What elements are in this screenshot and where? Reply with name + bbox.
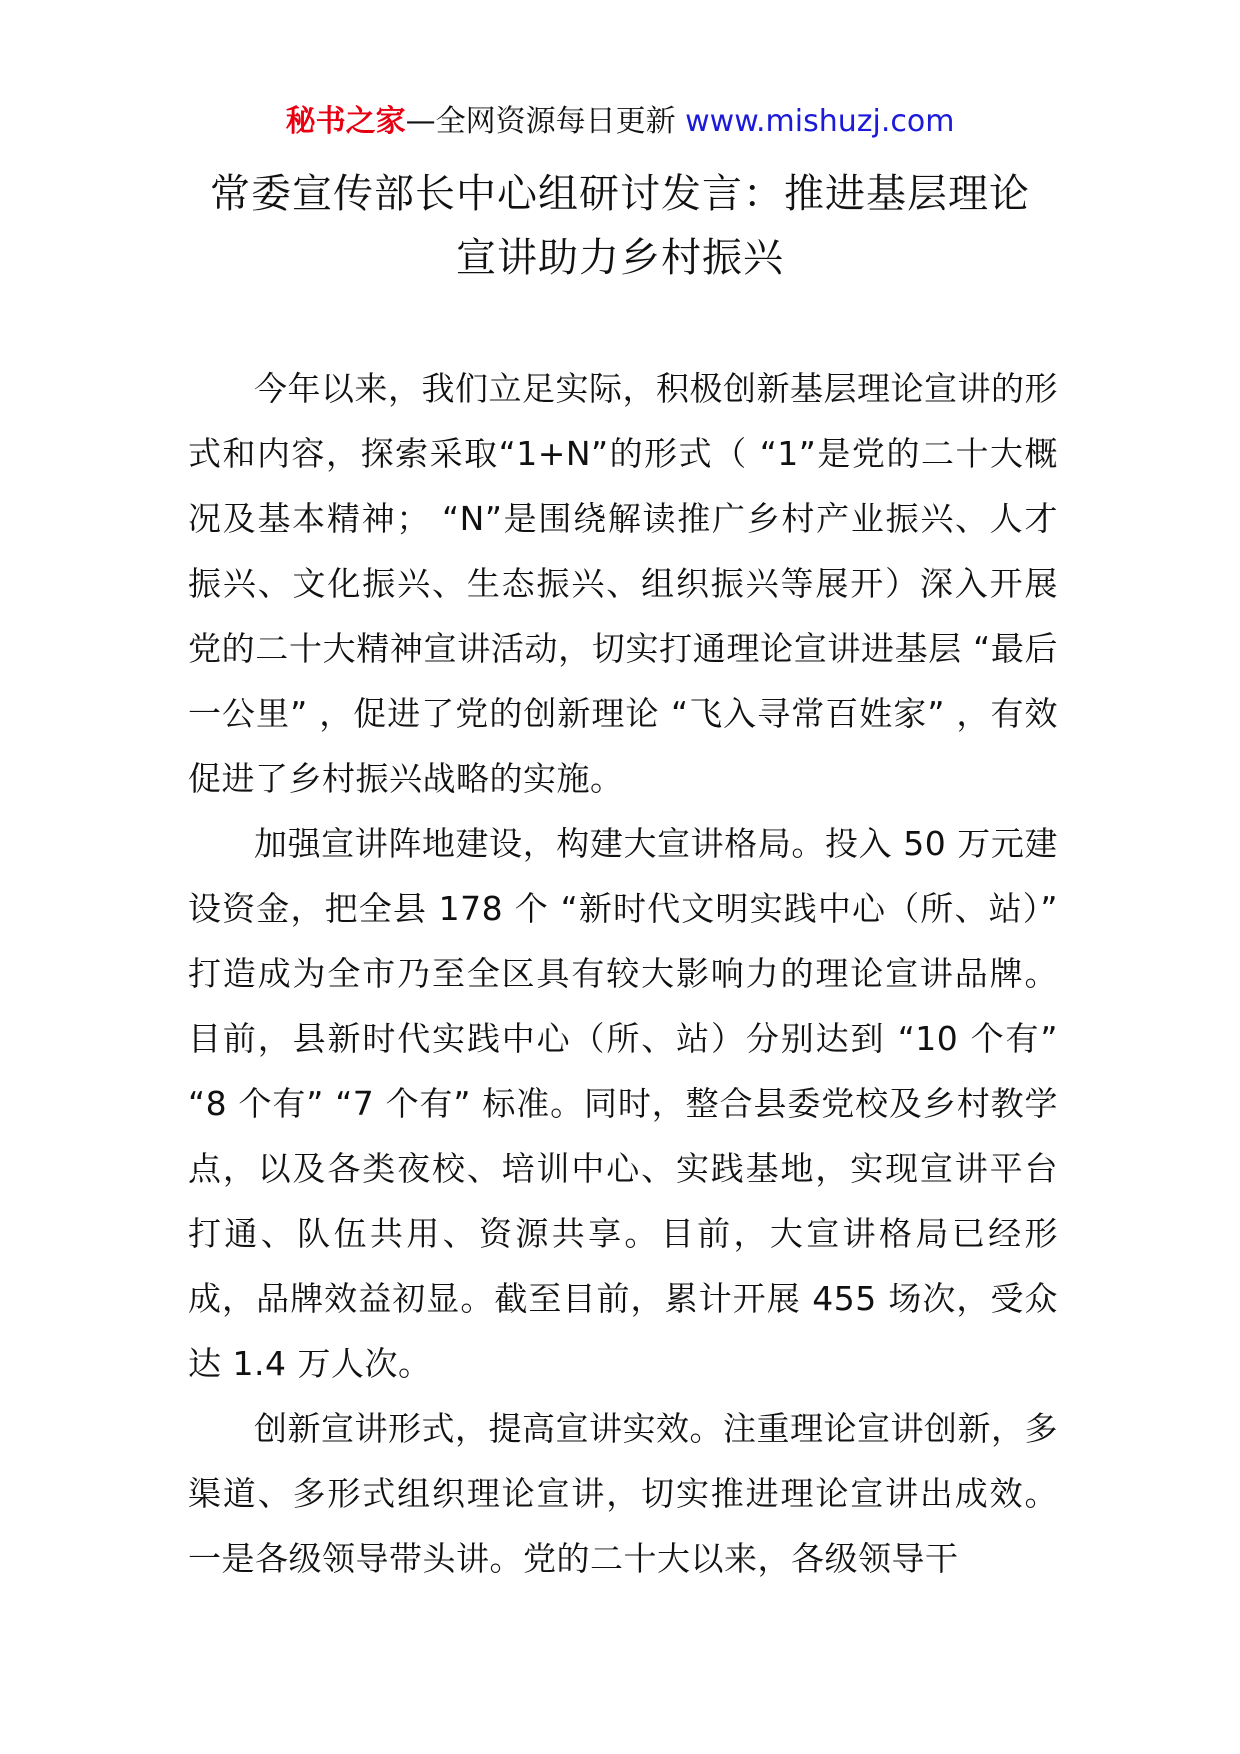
document-title xyxy=(150,162,1090,290)
document-title-line-2: 宣讲助力乡村振兴 xyxy=(456,235,784,281)
body-paragraph-2: 加强宣讲阵地建设，构建大宣讲格局。投入 50 万元建设资金，把全县 178 个 “新时代文明实践中心（所、站）” 打造成为全市乃至全区具有较大影响力的理论宣讲品牌。目前，县新时代实践中心（所、站）分别达到 “10 个有” “8 个有” “7 个有” 标准。同时，整合县委党校及乡村教学点，以及各类夜校、培训中心、实践基地，实现宣讲平台打通、队伍共用、资源共享。目前，大宣讲格局已经形成，品牌效益初显。截至目前，累计开展 455 场次，受众达 1.4 万人次。 xyxy=(188,824,1058,1383)
document-title-line-1: 常委宣传部长中心组研讨发言：推进基层理论 xyxy=(210,171,1030,217)
site-slogan: —全网资源每日更新 xyxy=(405,104,676,139)
site-url-link[interactable]: www.mishuzj.com xyxy=(685,104,955,139)
site-brand: 秘书之家 xyxy=(285,104,406,139)
document-body xyxy=(188,356,1058,1591)
body-paragraph-1: 今年以来，我们立足实际，积极创新基层理论宣讲的形式和内容，探索采取“1+N”的形式（ “1”是党的二十大概况及基本精神； “N”是围绕解读推广乡村产业振兴、人才振兴、文化振兴、生态振兴、组织振兴等展开）深入开展党的二十大精神宣讲活动，切实打通理论宣讲进基层 “最后一公里” ，促进了党的创新理论 “飞入寻常百姓家” ，有效促进了乡村振兴战略的实施。 xyxy=(188,369,1058,798)
site-header xyxy=(0,100,1240,144)
body-paragraph-3: 创新宣讲形式，提高宣讲实效。注重理论宣讲创新，多渠道、多形式组织理论宣讲，切实推进理论宣讲出成效。一是各级领导带头讲。党的二十大以来，各级领导干 xyxy=(188,1409,1058,1578)
